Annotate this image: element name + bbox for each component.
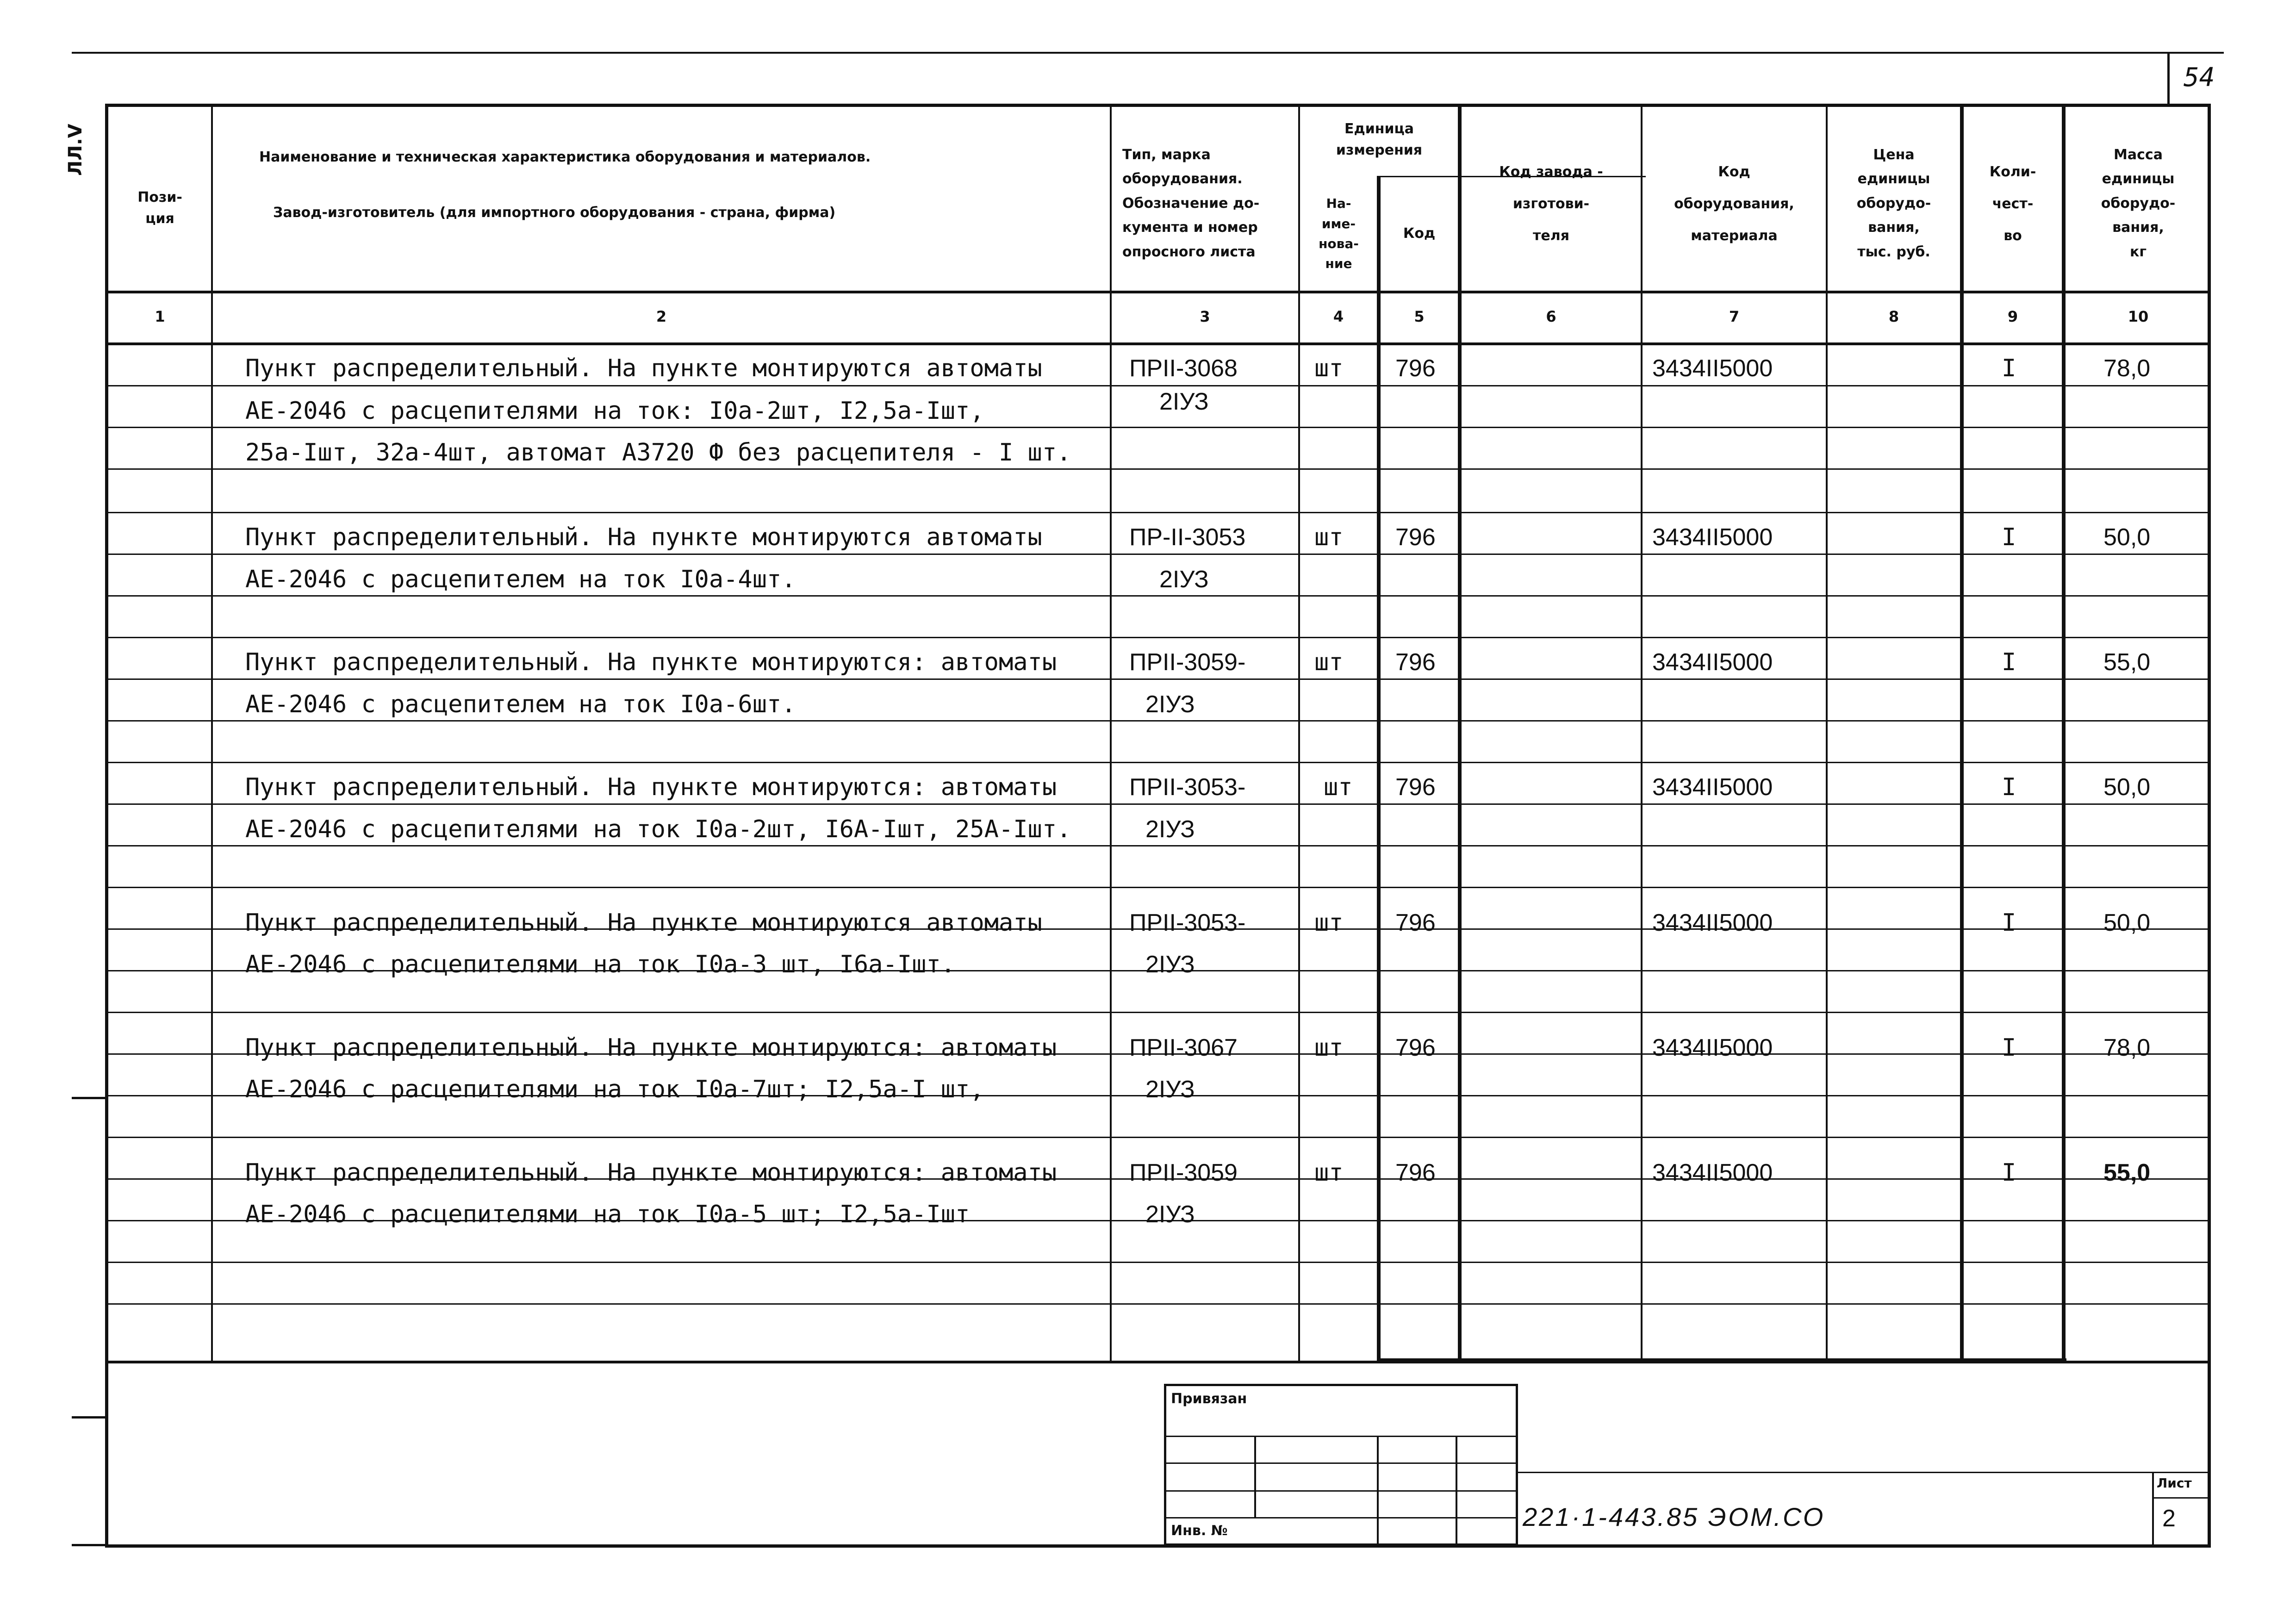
col-sep-2	[1110, 104, 1112, 1363]
item-qty: I	[2002, 355, 2016, 382]
item-type: ПРII-3059	[1129, 1159, 1238, 1186]
sheet-number: 2	[2162, 1505, 2176, 1532]
item-type-suffix: 2IУЗ	[1159, 388, 1209, 415]
column-number: 10	[2128, 308, 2149, 325]
item-desc-line: АЕ-2046 с расцепителями на ток I0а-2шт, I6А-Iшт, 25А-Iшт.	[245, 815, 1071, 843]
item-unit: шт	[1314, 523, 1344, 551]
stamp-line	[1164, 1436, 1518, 1437]
stamp-vline	[1377, 1436, 1379, 1546]
header-unit-code: Код	[1403, 225, 1436, 242]
item-type-suffix: 2IУЗ	[1145, 691, 1195, 718]
col-sep-9	[2062, 104, 2066, 1363]
item-desc-line: АЕ-2046 с расцепителями на ток: I0а-2шт, I2,5а-Iшт,	[245, 397, 984, 425]
col-sep-5	[1458, 104, 1462, 1363]
margin-tick	[72, 1544, 105, 1546]
stamp-line	[1164, 1517, 1518, 1518]
row-line	[105, 720, 2211, 722]
item-code: 3434II5000	[1652, 1034, 1773, 1061]
item-type-suffix: 2IУЗ	[1145, 951, 1195, 978]
item-type-suffix: 2IУЗ	[1159, 566, 1209, 593]
header-name-line2: Завод-изготовитель (для импортного оборудования - страна, фирма)	[273, 204, 836, 221]
item-unit-code: 796	[1395, 649, 1436, 676]
item-type-suffix: 2IУЗ	[1145, 816, 1195, 843]
stamp-vline	[2152, 1472, 2154, 1546]
row-line	[105, 1303, 2211, 1305]
col-sep-4	[1377, 176, 1381, 1363]
item-unit: шт	[1314, 648, 1344, 676]
item-unit: шт	[1314, 909, 1344, 937]
row-line	[105, 1262, 2211, 1263]
item-type: ПРII-3067	[1129, 1034, 1238, 1061]
row-line	[105, 1137, 2211, 1138]
row-line	[105, 385, 2211, 386]
stamp-line	[1164, 1462, 1518, 1464]
row-line	[105, 595, 2211, 597]
item-type: ПРII-3068	[1129, 355, 1238, 382]
item-qty: I	[2002, 1159, 2016, 1187]
column-number: 3	[1200, 308, 1210, 325]
header-name-line1: Наименование и техническая характеристика оборудования и материалов.	[259, 149, 871, 165]
item-code: 3434II5000	[1652, 524, 1773, 551]
item-mass: 55,0	[2103, 1159, 2151, 1186]
col-sep-7	[1826, 104, 1828, 1363]
item-mass: 50,0	[2103, 774, 2151, 801]
stamp-line	[1164, 1490, 1518, 1492]
item-type: ПРII-3059-	[1129, 649, 1246, 676]
row-line	[105, 762, 2211, 763]
item-qty: I	[2002, 1034, 2016, 1062]
item-unit-code: 796	[1395, 1159, 1436, 1186]
item-mass: 78,0	[2103, 1034, 2151, 1061]
stamp-inv-no: Инв. №	[1171, 1523, 1228, 1539]
doc-code: 221·1-443.85 ЭОМ.СО	[1523, 1502, 1825, 1531]
column-number: 7	[1729, 308, 1740, 325]
column-number: 6	[1546, 308, 1556, 325]
item-code: 3434II5000	[1652, 355, 1773, 382]
row-line	[105, 678, 2211, 680]
margin-tick	[72, 1097, 105, 1099]
row-line	[105, 427, 2211, 428]
column-number: 4	[1333, 308, 1344, 325]
number-row-line	[105, 342, 2211, 345]
item-qty: I	[2002, 773, 2016, 801]
top-rule	[72, 52, 2224, 54]
col-sep-6	[1641, 104, 1643, 1363]
column-number: 5	[1414, 308, 1425, 325]
item-unit-code: 796	[1395, 909, 1436, 936]
item-code: 3434II5000	[1652, 1159, 1773, 1186]
row-line	[105, 845, 2211, 846]
header-position: Пози- ция	[137, 189, 182, 227]
col-sep-8	[1960, 104, 1964, 1363]
header-price: Цена единицы оборудо- вания, тыс. руб.	[1856, 146, 1931, 260]
row-line	[105, 887, 2211, 888]
item-desc-line: АЕ-2046 с расцепителем на ток I0а-6шт.	[245, 691, 796, 718]
stamp-line	[1518, 1472, 2211, 1473]
item-qty: I	[2002, 523, 2016, 551]
column-number: 9	[2007, 308, 2018, 325]
item-desc-line: Пункт распределительный. На пункте монтируются автоматы	[245, 523, 1042, 551]
sheet-mark: 54	[2184, 62, 2215, 93]
item-desc-line: Пункт распределительный. На пункте монтируются автоматы	[245, 909, 1042, 937]
header-factory-code: Код завода - изготови- теля	[1499, 163, 1603, 244]
item-type-suffix: 2IУЗ	[1145, 1201, 1195, 1228]
item-unit: шт	[1314, 1034, 1344, 1062]
column-number: 2	[656, 308, 667, 325]
header-type: Тип, марка оборудования. Обозначение до- кумента и номер опросного листа	[1122, 146, 1260, 260]
item-unit-code: 796	[1395, 1034, 1436, 1061]
item-desc-line: 25а-Iшт, 32а-4шт, автомат А3720 Ф без расцепителя - I шт.	[245, 439, 1071, 467]
header-quantity: Коли- чест- во	[1989, 163, 2036, 244]
stamp-privyazan: Привязан	[1171, 1391, 1247, 1407]
item-unit-code: 796	[1395, 774, 1436, 801]
item-desc-line: Пункт распределительный. На пункте монтируются: автоматы	[245, 773, 1057, 801]
item-desc-line: Пункт распределительный. На пункте монтируются автоматы	[245, 355, 1042, 382]
item-unit: шт	[1324, 773, 1353, 801]
header-equipment-code: Код оборудования, материала	[1674, 163, 1794, 244]
stamp-vline	[1456, 1436, 1457, 1546]
side-note: ЛЛ.V	[65, 124, 86, 176]
row-line	[105, 637, 2211, 638]
col-sep-3	[1298, 104, 1300, 1363]
item-desc-line: АЕ-2046 с расцепителями на ток I0а-5 шт; I2,5а-Iшт	[245, 1201, 970, 1228]
column-number: 1	[155, 308, 165, 325]
col-sep-1	[211, 104, 213, 1363]
item-mass: 50,0	[2103, 524, 2151, 551]
row-line	[105, 512, 2211, 513]
item-desc-line: АЕ-2046 с расцепителем на ток I0а-4шт.	[245, 566, 796, 593]
item-mass: 50,0	[2103, 909, 2151, 936]
item-desc-line: Пункт распределительный. На пункте монтируются: автоматы	[245, 1159, 1057, 1187]
header-unit-name: На- име- нова- ние	[1319, 196, 1359, 272]
margin-tick	[72, 1416, 105, 1419]
stamp-box	[1164, 1384, 1518, 1546]
stamp-vline	[1254, 1436, 1256, 1517]
item-qty: I	[2002, 648, 2016, 676]
item-desc-line: Пункт распределительный. На пункте монтируются: автоматы	[245, 1034, 1057, 1062]
row-line	[105, 803, 2211, 805]
item-unit-code: 796	[1395, 524, 1436, 551]
row-line	[105, 554, 2211, 555]
table-body-bottom	[105, 1361, 2211, 1363]
item-type-suffix: 2IУЗ	[1145, 1076, 1195, 1103]
column-number: 8	[1888, 308, 1899, 325]
row-line	[105, 1012, 2211, 1013]
item-type: ПРII-3053-	[1129, 774, 1246, 801]
item-type: ПР-II-3053	[1129, 524, 1246, 551]
stamp-line	[2152, 1497, 2211, 1499]
item-code: 3434II5000	[1652, 774, 1773, 801]
item-unit: шт	[1314, 355, 1344, 382]
item-type: ПРII-3053-	[1129, 909, 1246, 936]
item-mass: 55,0	[2103, 649, 2151, 676]
item-code: 3434II5000	[1652, 909, 1773, 936]
item-desc-line: АЕ-2046 с расцепителями на ток I0а-3 шт, I6а-Iшт.	[245, 951, 956, 978]
item-qty: I	[2002, 909, 2016, 937]
sheet-mark-border	[2167, 52, 2170, 104]
item-mass: 78,0	[2103, 355, 2151, 382]
header-mass: Масса единицы оборудо- вания, кг	[2101, 146, 2176, 260]
header-unit-group: Единица измерения	[1336, 120, 1423, 158]
item-code: 3434II5000	[1652, 649, 1773, 676]
item-unit: шт	[1314, 1159, 1344, 1187]
header-bottom-line	[105, 291, 2211, 293]
item-unit-code: 796	[1395, 355, 1436, 382]
row-line	[105, 468, 2211, 470]
item-desc-line: Пункт распределительный. На пункте монтируются: автоматы	[245, 648, 1057, 676]
item-desc-line: АЕ-2046 с расцепителями на ток I0а-7шт; I2,5а-I шт,	[245, 1076, 984, 1103]
sheet-label: Лист	[2157, 1475, 2192, 1491]
